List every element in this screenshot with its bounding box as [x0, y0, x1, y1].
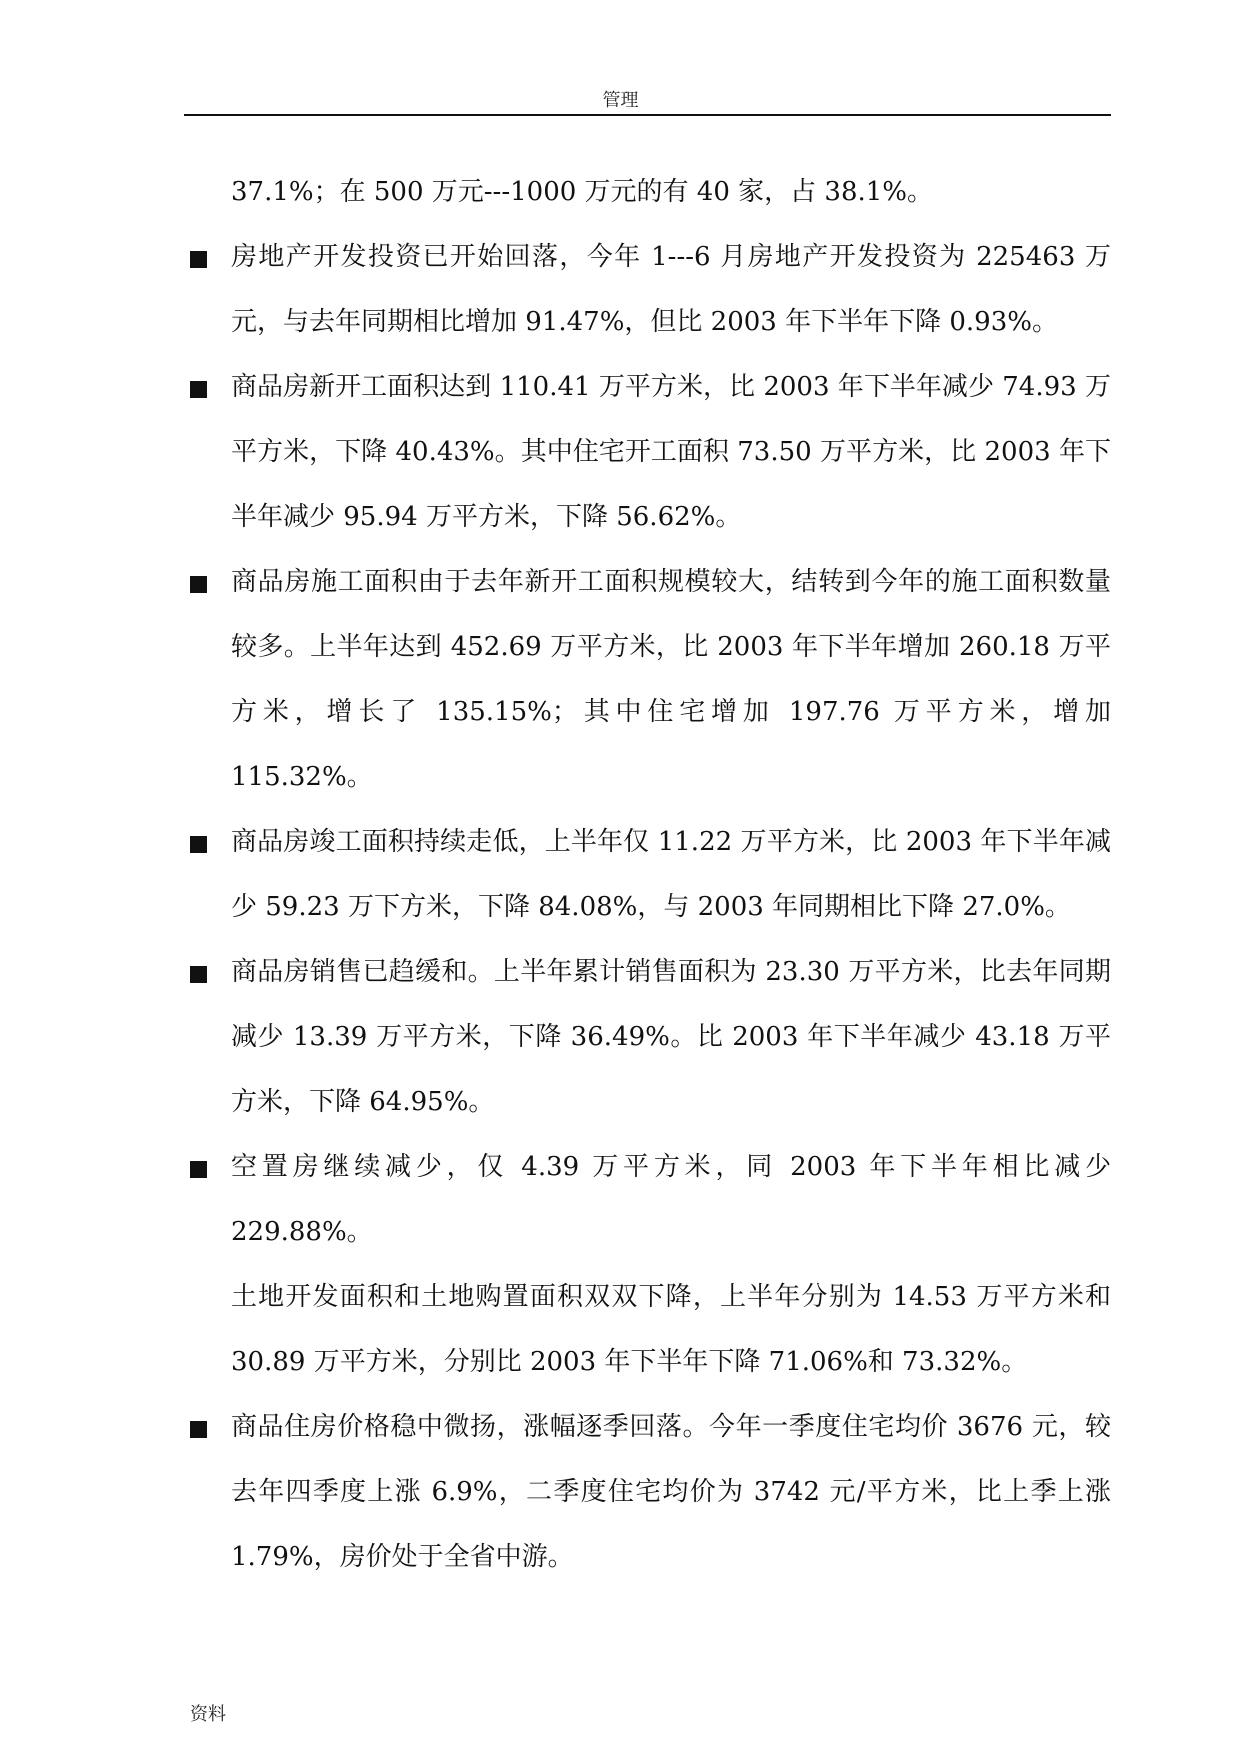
paragraph-text: 商品房销售已趋缓和。上半年累计销售面积为 23.30 万平方米，比去年同期减少 13.39 万平方米，下降 36.49%。比 2003 年下半年减少 43.18 万平方米，下降 64.95%。 — [231, 957, 1111, 1117]
paragraph-text: 37.1%；在 500 万元---1000 万元的有 40 家，占 38.1%。 — [231, 177, 934, 207]
paragraph-text: 商品房施工面积由于去年新开工面积规模较大，结转到今年的施工面积数量较多。上半年达到 452.69 万平方米，比 2003 年下半年增加 260.18 万平方米，增长了 135.15%；其中住宅增加 197.76 万平方米，增加 115.32%。 — [231, 567, 1111, 792]
paragraph-text: 空置房继续减少，仅 4.39 万平方米，同 2003 年下半年相比减少 229.88%。 — [231, 1152, 1111, 1247]
bullet-paragraph-prices — [0, 1395, 1241, 1590]
paragraph-text: 商品房新开工面积达到 110.41 万平方米，比 2003 年下半年减少 74.93 万平方米，下降 40.43%。其中住宅开工面积 73.50 万平方米，比 2003 年下半年减少 95.94 万平方米，下降 56.62%。 — [231, 372, 1111, 532]
square-bullet-icon — [190, 381, 207, 398]
square-bullet-icon — [190, 1161, 207, 1178]
bullet-paragraph-under-construction — [0, 550, 1241, 810]
page-footer: 资料 — [190, 1704, 226, 1725]
square-bullet-icon — [190, 251, 207, 268]
paragraph-text: 商品住房价格稳中微扬，涨幅逐季回落。今年一季度住宅均价 3676 元，较去年四季度上涨 6.9%，二季度住宅均价为 3742 元/平方米，比上季上涨 1.79%，房价处于全省中游。 — [231, 1412, 1111, 1572]
document-body — [0, 160, 1241, 1590]
paragraph-land — [0, 1265, 1241, 1395]
bullet-paragraph-completed — [0, 810, 1241, 940]
paragraph-continuation — [0, 160, 1241, 225]
paragraph-text: 土地开发面积和土地购置面积双双下降，上半年分别为 14.53 万平方米和 30.89 万平方米，分别比 2003 年下半年下降 71.06%和 73.32%。 — [231, 1282, 1111, 1377]
square-bullet-icon — [190, 836, 207, 853]
bullet-paragraph-sales — [0, 940, 1241, 1135]
bullet-paragraph-vacancy — [0, 1135, 1241, 1265]
bullet-paragraph-new-construction — [0, 355, 1241, 550]
square-bullet-icon — [190, 576, 207, 593]
paragraph-text: 商品房竣工面积持续走低，上半年仅 11.22 万平方米，比 2003 年下半年减少 59.23 万下方米，下降 84.08%，与 2003 年同期相比下降 27.0%。 — [231, 827, 1111, 922]
bullet-paragraph-investment — [0, 225, 1241, 355]
page-header: 管理 — [602, 90, 639, 111]
paragraph-text: 房地产开发投资已开始回落，今年 1---6 月房地产开发投资为 225463 万元，与去年同期相比增加 91.47%，但比 2003 年下半年下降 0.93%。 — [231, 242, 1111, 337]
header-rule — [184, 114, 1111, 116]
square-bullet-icon — [190, 1421, 207, 1438]
square-bullet-icon — [190, 966, 207, 983]
